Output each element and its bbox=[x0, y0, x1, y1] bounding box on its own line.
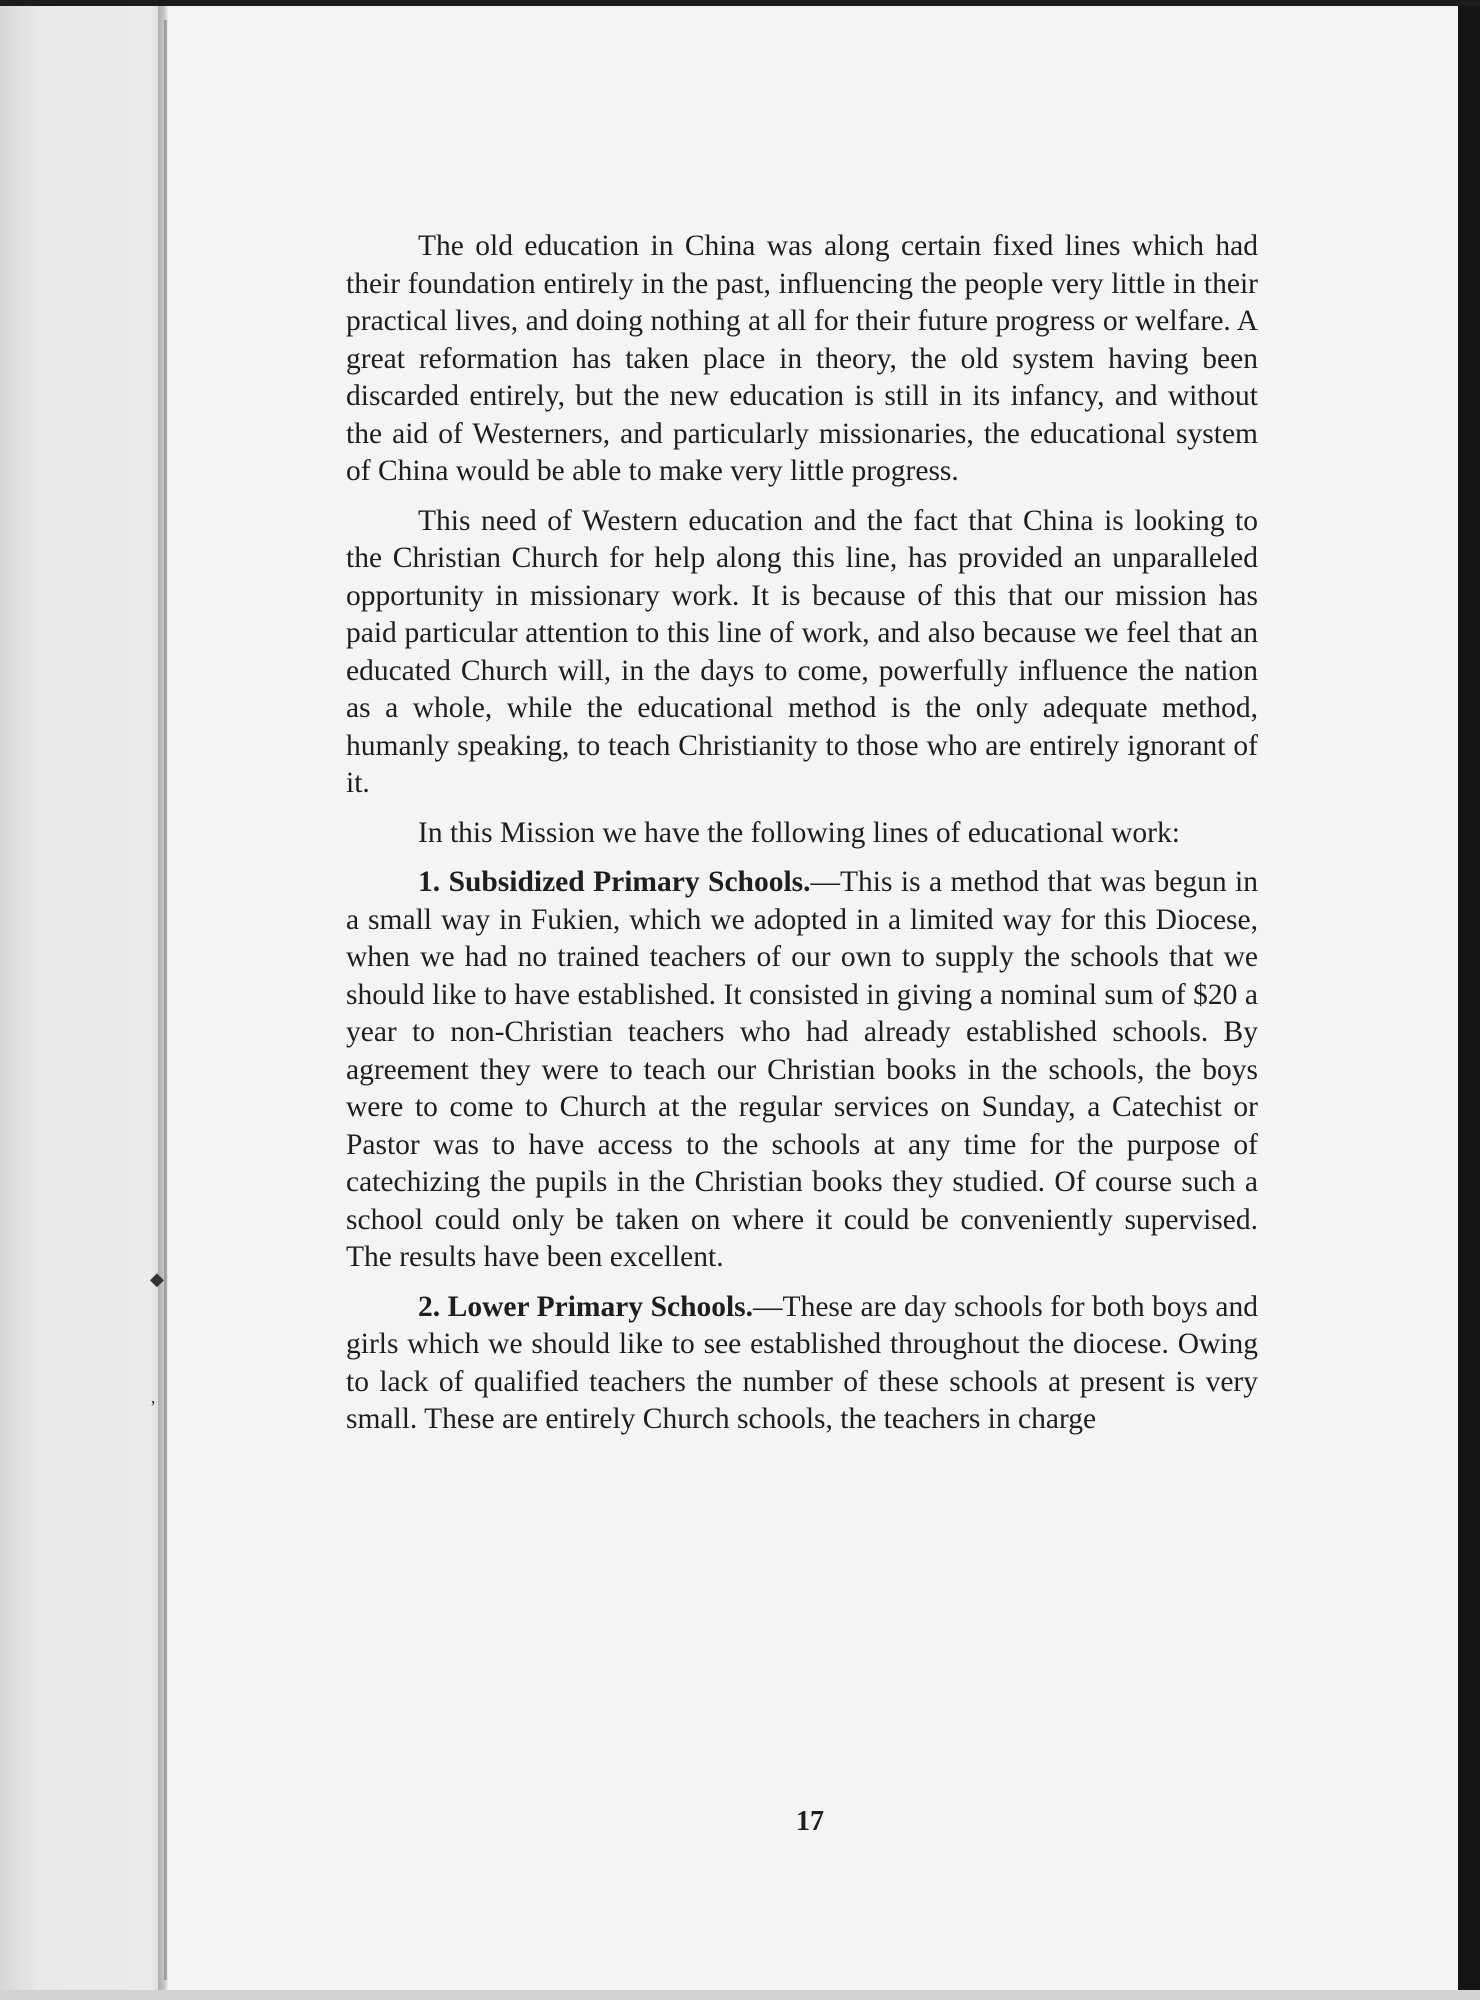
paragraph-subsidized-primary-schools bbox=[346, 864, 1258, 1277]
body-text bbox=[346, 228, 1258, 1439]
paragraph-text: —These are day schools for both boys and girls which we should like to see established throughout the diocese. Owing to lack of qualified teachers the number of these schools at present is very small. These are entirely Church schools, the teachers in charge bbox=[346, 1290, 1258, 1435]
paragraph-western-education bbox=[346, 503, 1258, 803]
binding-mark-diamond-icon: ◆ bbox=[150, 1269, 164, 1289]
paragraph-text: —This is a method that was begun in a small way in Fukien, which we adopted in a limited way for this Diocese, when we had no trained teachers of our own to supply the schools that we should like to have established. It consisted in giving a nominal sum of $20 a year to non-Christian teachers who had already established schools. By agreement they were to teach our Christian books in the schools, the boys were to come to Church at the regular services on Sunday, a Catechist or Pastor was to have access to the schools at any time for the purpose of catechizing the pupils in the Christian books they studied. Of course such a school could only be taken on where it could be conveniently supervised. The results have been excellent. bbox=[346, 866, 1258, 1273]
binding-edge bbox=[164, 20, 167, 1980]
paragraph-old-education bbox=[346, 228, 1258, 491]
paragraph-text: In this Mission we have the following lines of educational work: bbox=[418, 816, 1180, 849]
paragraph-lines-of-work bbox=[346, 815, 1258, 853]
scan-border-top bbox=[0, 0, 1480, 6]
paragraph-lower-primary-schools bbox=[346, 1289, 1258, 1439]
paragraph-text: The old education in China was along certain fixed lines which had their foundation entirely in the past, influencing the people very little in their practical lives, and doing nothing at all for their future progress or welfare. A great reformation has taken place in theory, the old system having been discarded entirely, but the new education is still in its infancy, and without the aid of Westerners, and particularly missionaries, the educational system of China would be able to make very little progress. bbox=[346, 230, 1258, 487]
binding-mark-tick-icon: ’ bbox=[150, 1397, 156, 1417]
section-heading: 1. Subsidized Primary Schools. bbox=[418, 866, 811, 898]
paragraph-text: This need of Western education and the fact that China is looking to the Christian Church for help along this line, has provided an unparalleled opportunity in missionary work. It is because of this that our mission has paid particular attention to this line of work, and also because we feel that an educated Church will, in the days to come, powerfully influence the nation as a whole, while the educational method is the only adequate method, humanly speaking, to teach Christianity to those who are entirely ignorant of it. bbox=[346, 504, 1258, 799]
page-number: 17 bbox=[796, 1806, 824, 1837]
scan-border-right bbox=[1458, 0, 1480, 2000]
section-heading: 2. Lower Primary Schools. bbox=[418, 1290, 754, 1323]
scan-border-bottom bbox=[0, 1990, 1480, 2000]
